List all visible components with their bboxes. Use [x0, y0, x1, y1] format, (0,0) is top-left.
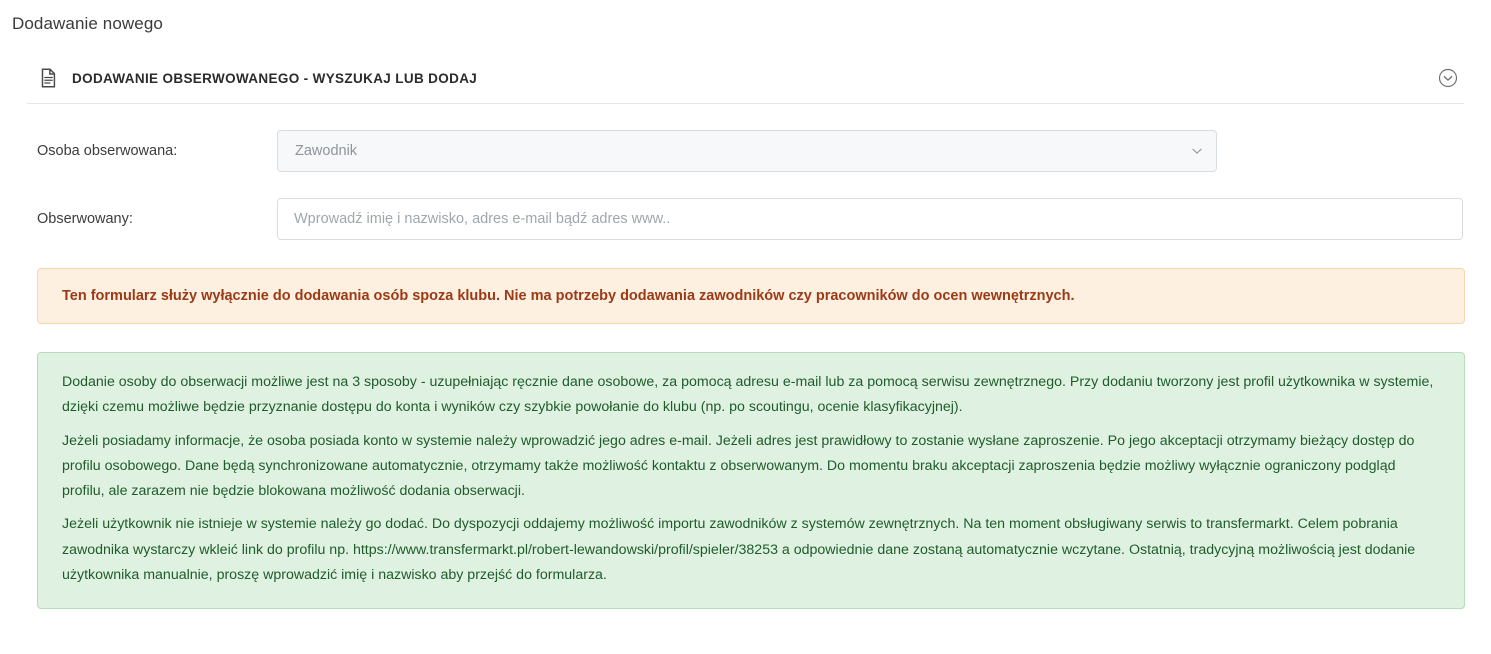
observed-label: Obserwowany: — [37, 211, 133, 227]
person-type-row — [27, 130, 1464, 172]
page-title: Dodawanie nowego — [12, 14, 163, 33]
chevron-down-icon — [1190, 144, 1204, 158]
person-type-select[interactable] — [277, 130, 1217, 172]
info-paragraph: Jeżeli użytkownik nie istnieje w systemie należy go dodać. Do dyspozycji oddajemy możliwość importu zawodników z systemów zewnętrznych. Na ten moment obsługiwany serwis to transfermarkt. Celem pobrania zawodnika wystarczy wkleić link do profilu np. https://www.transfermarkt.pl/robert-lewandowski/profil/spieler/38253 a odpowiednie dane zostaną automatycznie wczytane. Ostatnią, tradycyjną możliwością jest dodanie użytkownika manualnie, proszę wprowadzić imię i nazwisko aby przejść do formularza. — [62, 516, 1416, 583]
person-type-value: Zawodnik — [295, 143, 358, 159]
chevron-down-circle-icon[interactable] — [1438, 68, 1458, 88]
observed-row — [27, 198, 1464, 240]
card-header-title: DODAWANIE OBSERWOWANEGO - WYSZUKAJ LUB DODAJ — [72, 70, 478, 86]
add-observed-card — [27, 67, 1464, 609]
observed-input[interactable] — [277, 198, 1463, 240]
warning-alert: Ten formularz służy wyłącznie do dodawania osób spoza klubu. Nie ma potrzeby dodawania zawodników czy pracowników do ocen wewnętrznych. — [37, 268, 1465, 324]
card-header — [27, 67, 1464, 104]
info-paragraph: Jeżeli posiadamy informacje, że osoba posiada konto w systemie należy wprowadzić jego adres e-mail. Jeżeli adres jest prawidłowy to zostanie wysłane zaproszenie. Po jego akceptacji otrzymamy bieżący dostęp do profilu osobowego. Dane będą synchronizowane automatycznie, otrzymamy także możliwość kontaktu z obserwowanym. Do momentu braku akceptacji zaproszenia będzie możliwy wyłącznie ograniczony podgląd profilu, ale zarazem nie będzie blokowana możliwość dodania obserwacji. — [62, 432, 1415, 500]
info-paragraph: Dodanie osoby do obserwacji możliwe jest na 3 sposoby - uzupełniając ręcznie dane osobowe, za pomocą adresu e-mail lub za pomocą serwisu zewnętrznego. Przy dodaniu tworzony jest profil użytkownika w systemie, dzięki czemu możliwe będzie przyznanie dostępu do konta i wyników czy szybkie powołanie do klubu (np. po scoutingu, ocenie klasyfikacyjnej). — [62, 374, 1434, 416]
document-icon — [37, 67, 59, 89]
person-type-label: Osoba obserwowana: — [37, 143, 178, 159]
info-alert — [37, 352, 1465, 609]
